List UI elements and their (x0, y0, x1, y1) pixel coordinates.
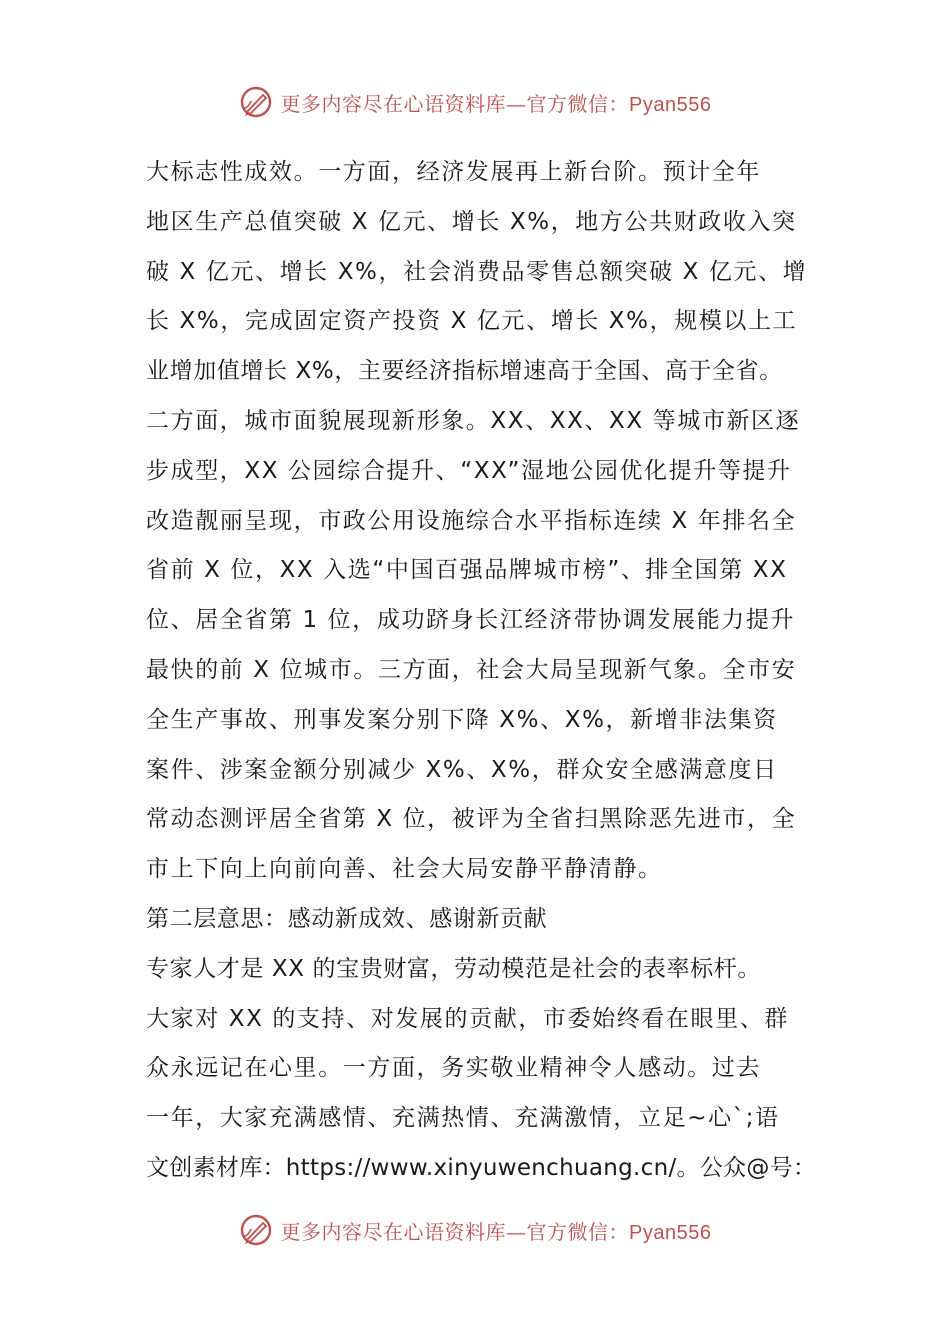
banner-wechat-id: Pyan556 (629, 1221, 712, 1244)
text-line: 地区生产总值突破 X 亿元、增长 X%，地方公共财政收入突 (146, 208, 797, 235)
text-line: 位、居全省第 1 位，成功跻身长江经济带协调发展能力提升 (146, 607, 796, 634)
pen-logo-icon (239, 1213, 273, 1247)
text-line: 全生产事故、刑事发案分别下降 X%、X%，新增非法集资 (146, 706, 778, 733)
banner-text-cn: 更多内容尽在心语资料库—官方微信： (280, 1219, 630, 1244)
header-watermark (0, 82, 950, 122)
banner-text (281, 1216, 712, 1245)
text-line: 市上下向上向前向善、社会大局安静平静清静。 (146, 856, 663, 883)
text-line: 众永远记在心里。一方面，务实敬业精神令人感动。过去 (146, 1055, 761, 1082)
text-line: 文创素材库：https://www.xinyuwenchuang.cn/。公众@号： (146, 1154, 817, 1181)
document-body (146, 148, 816, 1194)
text-line: 大家对 XX 的支持、对发展的贡献，市委始终看在眼里、群 (146, 1005, 789, 1032)
text-line: 破 X 亿元、增长 X%，社会消费品零售总额突破 X 亿元、增 (146, 258, 808, 285)
pen-logo-icon (239, 85, 273, 119)
text-line: 一年，大家充满感情、充满热情、充满激情，立足~心`;语 (146, 1105, 780, 1132)
text-line: 改造靓丽呈现，市政公用设施综合水平指标连续 X 年排名全 (146, 507, 797, 534)
banner-text (281, 88, 712, 117)
text-line: 专家人才是 XX 的宝贵财富，劳动模范是社会的表率标杆。 (146, 955, 761, 982)
text-line: 长 X%，完成固定资产投资 X 亿元、增长 X%，规模以上工 (146, 308, 798, 335)
text-line: 省前 X 位，XX 入选“中国百强品牌城市榜”、排全国第 XX (146, 557, 788, 584)
text-line: 最快的前 X 位城市。三方面，社会大局呈现新气象。全市安 (146, 656, 797, 683)
text-line: 大标志性成效。一方面，经济发展再上新台阶。预计全年 (146, 159, 761, 185)
text-line: 业增加值增长 X%，主要经济指标增速高于全国、高于全省。 (146, 358, 783, 385)
banner-wechat-id: Pyan556 (629, 93, 712, 116)
text-line: 步成型，XX 公园综合提升、“XX”湿地公园优化提升等提升 (146, 457, 792, 484)
text-line: 二方面，城市面貌展现新形象。XX、XX、XX 等城市新区逐 (146, 407, 801, 434)
text-line: 常动态测评居全省第 X 位，被评为全省扫黑除恶先进市，全 (146, 806, 797, 833)
footer-watermark (0, 1210, 950, 1250)
banner-text-cn: 更多内容尽在心语资料库—官方微信： (280, 91, 630, 116)
section-heading: 第二层意思：感动新成效、感谢新贡献 (146, 905, 548, 932)
text-line: 案件、涉案金额分别减少 X%、X%，群众安全感满意度日 (146, 756, 778, 783)
